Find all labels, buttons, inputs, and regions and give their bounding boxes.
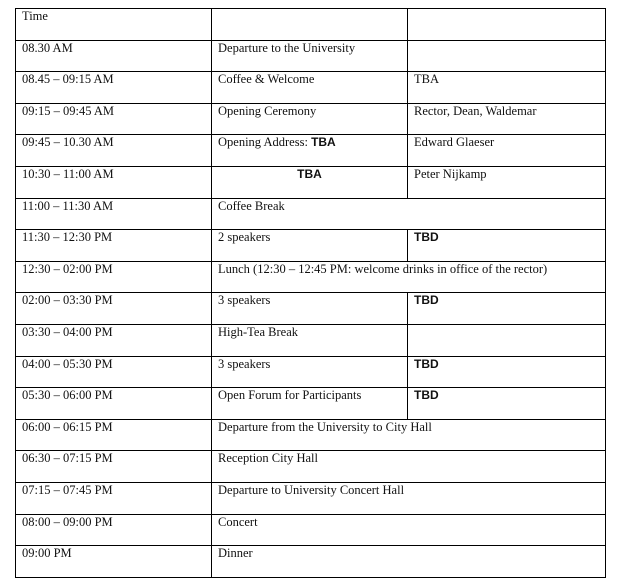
event-cell — [212, 135, 408, 167]
speaker-cell: TBD — [408, 293, 606, 325]
table-row — [16, 72, 606, 104]
time-cell: 07:15 – 07:45 PM — [16, 482, 212, 514]
table-row — [16, 135, 606, 167]
event-cell: Concert — [212, 514, 606, 546]
event-cell: 3 speakers — [212, 293, 408, 325]
time-cell: 02:00 – 03:30 PM — [16, 293, 212, 325]
event-bold-text: TBA — [311, 135, 336, 150]
time-cell: 08.30 AM — [16, 40, 212, 72]
event-cell: 2 speakers — [212, 230, 408, 262]
table-row — [16, 198, 606, 230]
speaker-header — [408, 9, 606, 41]
event-header — [212, 9, 408, 41]
table-row — [16, 482, 606, 514]
schedule-table — [15, 8, 606, 578]
time-cell: 12:30 – 02:00 PM — [16, 261, 212, 293]
time-cell: 08:00 – 09:00 PM — [16, 514, 212, 546]
table-row — [16, 546, 606, 578]
event-text: Opening Address: — [218, 135, 312, 150]
table-row — [16, 261, 606, 293]
table-row — [16, 40, 606, 72]
speaker-cell: Edward Glaeser — [408, 135, 606, 167]
event-cell: 3 speakers — [212, 356, 408, 388]
table-row — [16, 293, 606, 325]
table-row — [16, 419, 606, 451]
event-cell: Opening Ceremony — [212, 103, 408, 135]
table-row — [16, 324, 606, 356]
event-bold-text: TBA — [297, 166, 322, 181]
table-row — [16, 356, 606, 388]
table-header-row — [16, 9, 606, 41]
event-cell: Coffee Break — [212, 198, 606, 230]
speaker-cell: TBD — [408, 388, 606, 420]
speaker-cell: TBD — [408, 356, 606, 388]
time-cell: 04:00 – 05:30 PM — [16, 356, 212, 388]
speaker-cell: TBA — [408, 72, 606, 104]
table-row — [16, 103, 606, 135]
time-cell: 09:00 PM — [16, 546, 212, 578]
time-cell: 05:30 – 06:00 PM — [16, 388, 212, 420]
time-cell: 11:30 – 12:30 PM — [16, 230, 212, 262]
event-cell: Departure to University Concert Hall — [212, 482, 606, 514]
time-cell: 08.45 – 09:15 AM — [16, 72, 212, 104]
time-cell: 03:30 – 04:00 PM — [16, 324, 212, 356]
event-cell: High-Tea Break — [212, 324, 408, 356]
time-cell: 09:15 – 09:45 AM — [16, 103, 212, 135]
table-row — [16, 388, 606, 420]
speaker-cell — [408, 40, 606, 72]
event-cell: Departure to the University — [212, 40, 408, 72]
table-row — [16, 514, 606, 546]
time-header: Time — [16, 9, 212, 41]
time-cell: 09:45 – 10.30 AM — [16, 135, 212, 167]
event-cell: Reception City Hall — [212, 451, 606, 483]
time-cell: 06:30 – 07:15 PM — [16, 451, 212, 483]
table-row — [16, 166, 606, 198]
time-cell: 06:00 – 06:15 PM — [16, 419, 212, 451]
event-cell: Lunch (12:30 – 12:45 PM: welcome drinks in office of the rector) — [212, 261, 606, 293]
event-cell — [212, 166, 408, 198]
event-cell: Coffee & Welcome — [212, 72, 408, 104]
time-cell: 10:30 – 11:00 AM — [16, 166, 212, 198]
speaker-cell: Peter Nijkamp — [408, 166, 606, 198]
event-cell: Open Forum for Participants — [212, 388, 408, 420]
speaker-cell: Rector, Dean, Waldemar — [408, 103, 606, 135]
event-cell: Departure from the University to City Hall — [212, 419, 606, 451]
table-row — [16, 451, 606, 483]
speaker-cell: TBD — [408, 230, 606, 262]
speaker-cell — [408, 324, 606, 356]
event-cell: Dinner — [212, 546, 606, 578]
table-row — [16, 230, 606, 262]
time-cell: 11:00 – 11:30 AM — [16, 198, 212, 230]
